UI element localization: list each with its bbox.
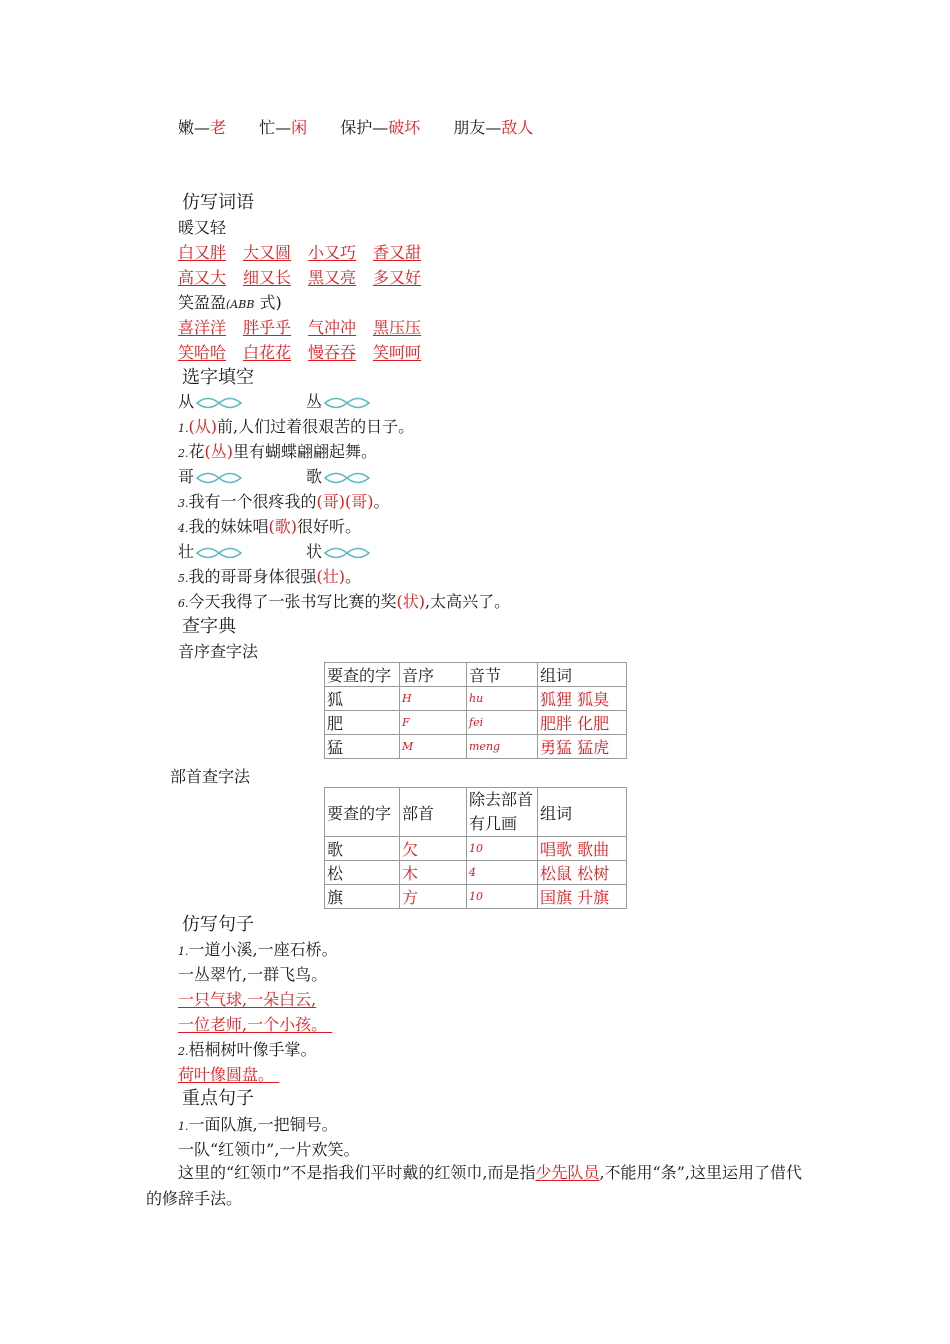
section-title-imitate-words: 仿写词语: [182, 192, 254, 213]
word-row: 笑哈哈 白花花 慢吞吞 笑呵呵: [178, 343, 422, 362]
word-row: 喜洋洋 胖乎乎 气冲冲 黑压压: [178, 318, 422, 337]
leaf-decoration-icon: [324, 546, 370, 560]
leaf-decoration-icon: [196, 396, 242, 410]
method-label: 音序查字法: [178, 642, 259, 661]
fill-answer: 状: [402, 592, 419, 611]
fill-answer: 哥: [322, 492, 339, 511]
section-title-choose-fill: 选字填空: [182, 367, 254, 388]
fill-answer: 壮: [322, 567, 339, 586]
char-option: 状: [306, 542, 370, 562]
antonym-answer: 闲: [291, 118, 308, 137]
fill-question: 4.我的妹妹唱(歌)很好听。: [178, 517, 362, 536]
method-label: 部首查字法: [170, 767, 251, 786]
char-option: 丛: [306, 392, 370, 412]
answer-sentence: 一位老师,一个小孩。: [178, 1015, 328, 1034]
explanation-paragraph: 这里的“红领巾”不是指我们平时戴的红领巾,而是指少先队员,不能用“条”,这里运用了借代的修辞手法。: [146, 1163, 803, 1208]
fill-question: 2.花(丛)里有蝴蝶翩翩起舞。: [178, 442, 378, 461]
answer-sentence: 荷叶像圆盘。: [178, 1065, 275, 1084]
leaf-decoration-icon: [324, 471, 370, 485]
antonym-answer: 破坏: [388, 118, 421, 137]
table-row: 猛 M meng 勇猛 猛虎: [325, 735, 627, 759]
antonym-word: 保护: [340, 118, 373, 137]
char-option: 从: [178, 392, 242, 412]
example-sentence: 2.梧桐树叶像手掌。: [178, 1040, 317, 1059]
antonym-answer: 敌人: [501, 118, 534, 137]
table-row: 歌 欠 10 唱歌 歌曲: [325, 837, 627, 861]
leaf-decoration-icon: [196, 546, 242, 560]
char-option: 哥: [178, 467, 242, 487]
table-row: 松 木 4 松鼠 松树: [325, 861, 627, 885]
example-sentence: 1.一道小溪,一座石桥。: [178, 940, 338, 959]
answer-sentence: 一只气球,一朵白云,: [178, 990, 317, 1009]
antonym-word: 嫩: [178, 118, 195, 137]
fill-question: 1.(从)前,人们过着很艰苦的日子。: [178, 417, 415, 436]
section-title-imitate-sentences: 仿写句子: [182, 914, 254, 935]
fill-answer: 丛: [210, 442, 227, 461]
section-title-key-sentences: 重点句子: [182, 1088, 254, 1109]
fill-answer: 从: [194, 417, 211, 436]
table-header-row: 要查的字 部首 除去部首 有几画 组词: [325, 788, 627, 837]
antonym-line: 嫩—老 忙—闲 保护—破坏 朋友—敌人: [178, 118, 534, 137]
fill-answer: 哥: [351, 492, 368, 511]
fill-question: 3.我有一个很疼我的(哥)(哥)。: [178, 492, 390, 511]
table-row: 狐 H hu 狐狸 狐臭: [325, 687, 627, 711]
fill-answer: 歌: [274, 517, 291, 536]
antonym-answer: 老: [210, 118, 227, 137]
leaf-decoration-icon: [196, 471, 242, 485]
fill-question: 6.今天我得了一张书写比赛的奖(状),太高兴了。: [178, 592, 511, 611]
table-row: 旗 方 10 国旗 升旗: [325, 885, 627, 909]
leaf-decoration-icon: [324, 396, 370, 410]
antonym-word: 朋友: [453, 118, 486, 137]
section-title-dictionary: 查字典: [182, 616, 236, 637]
char-option: 壮: [178, 542, 242, 562]
table-header-row: 要查的字 音序 音节 组词: [325, 663, 627, 687]
char-option: 歌: [306, 467, 370, 487]
antonym-word: 忙: [259, 118, 276, 137]
example-sentence: 一丛翠竹,一群飞鸟。: [178, 965, 328, 984]
word-row: 白又胖 大又圆 小又巧 香又甜: [178, 243, 422, 262]
fill-question: 5.我的哥哥身体很强(壮)。: [178, 567, 362, 586]
word-row: 高又大 细又长 黑又亮 多又好: [178, 268, 422, 287]
pattern-example: 暖又轻: [178, 218, 227, 237]
table-row: 肥 F fei 肥胖 化肥: [325, 711, 627, 735]
radical-lookup-table: [324, 787, 627, 909]
explanation-answer: 少先队员: [535, 1163, 600, 1182]
pattern-example: 笑盈盈(ABB 式): [178, 293, 282, 312]
key-sentence: 1.一面队旗,一把铜号。: [178, 1115, 338, 1134]
key-sentence: 一队“红领巾”,一片欢笑。: [178, 1140, 360, 1159]
phonetic-lookup-table: [324, 662, 627, 759]
